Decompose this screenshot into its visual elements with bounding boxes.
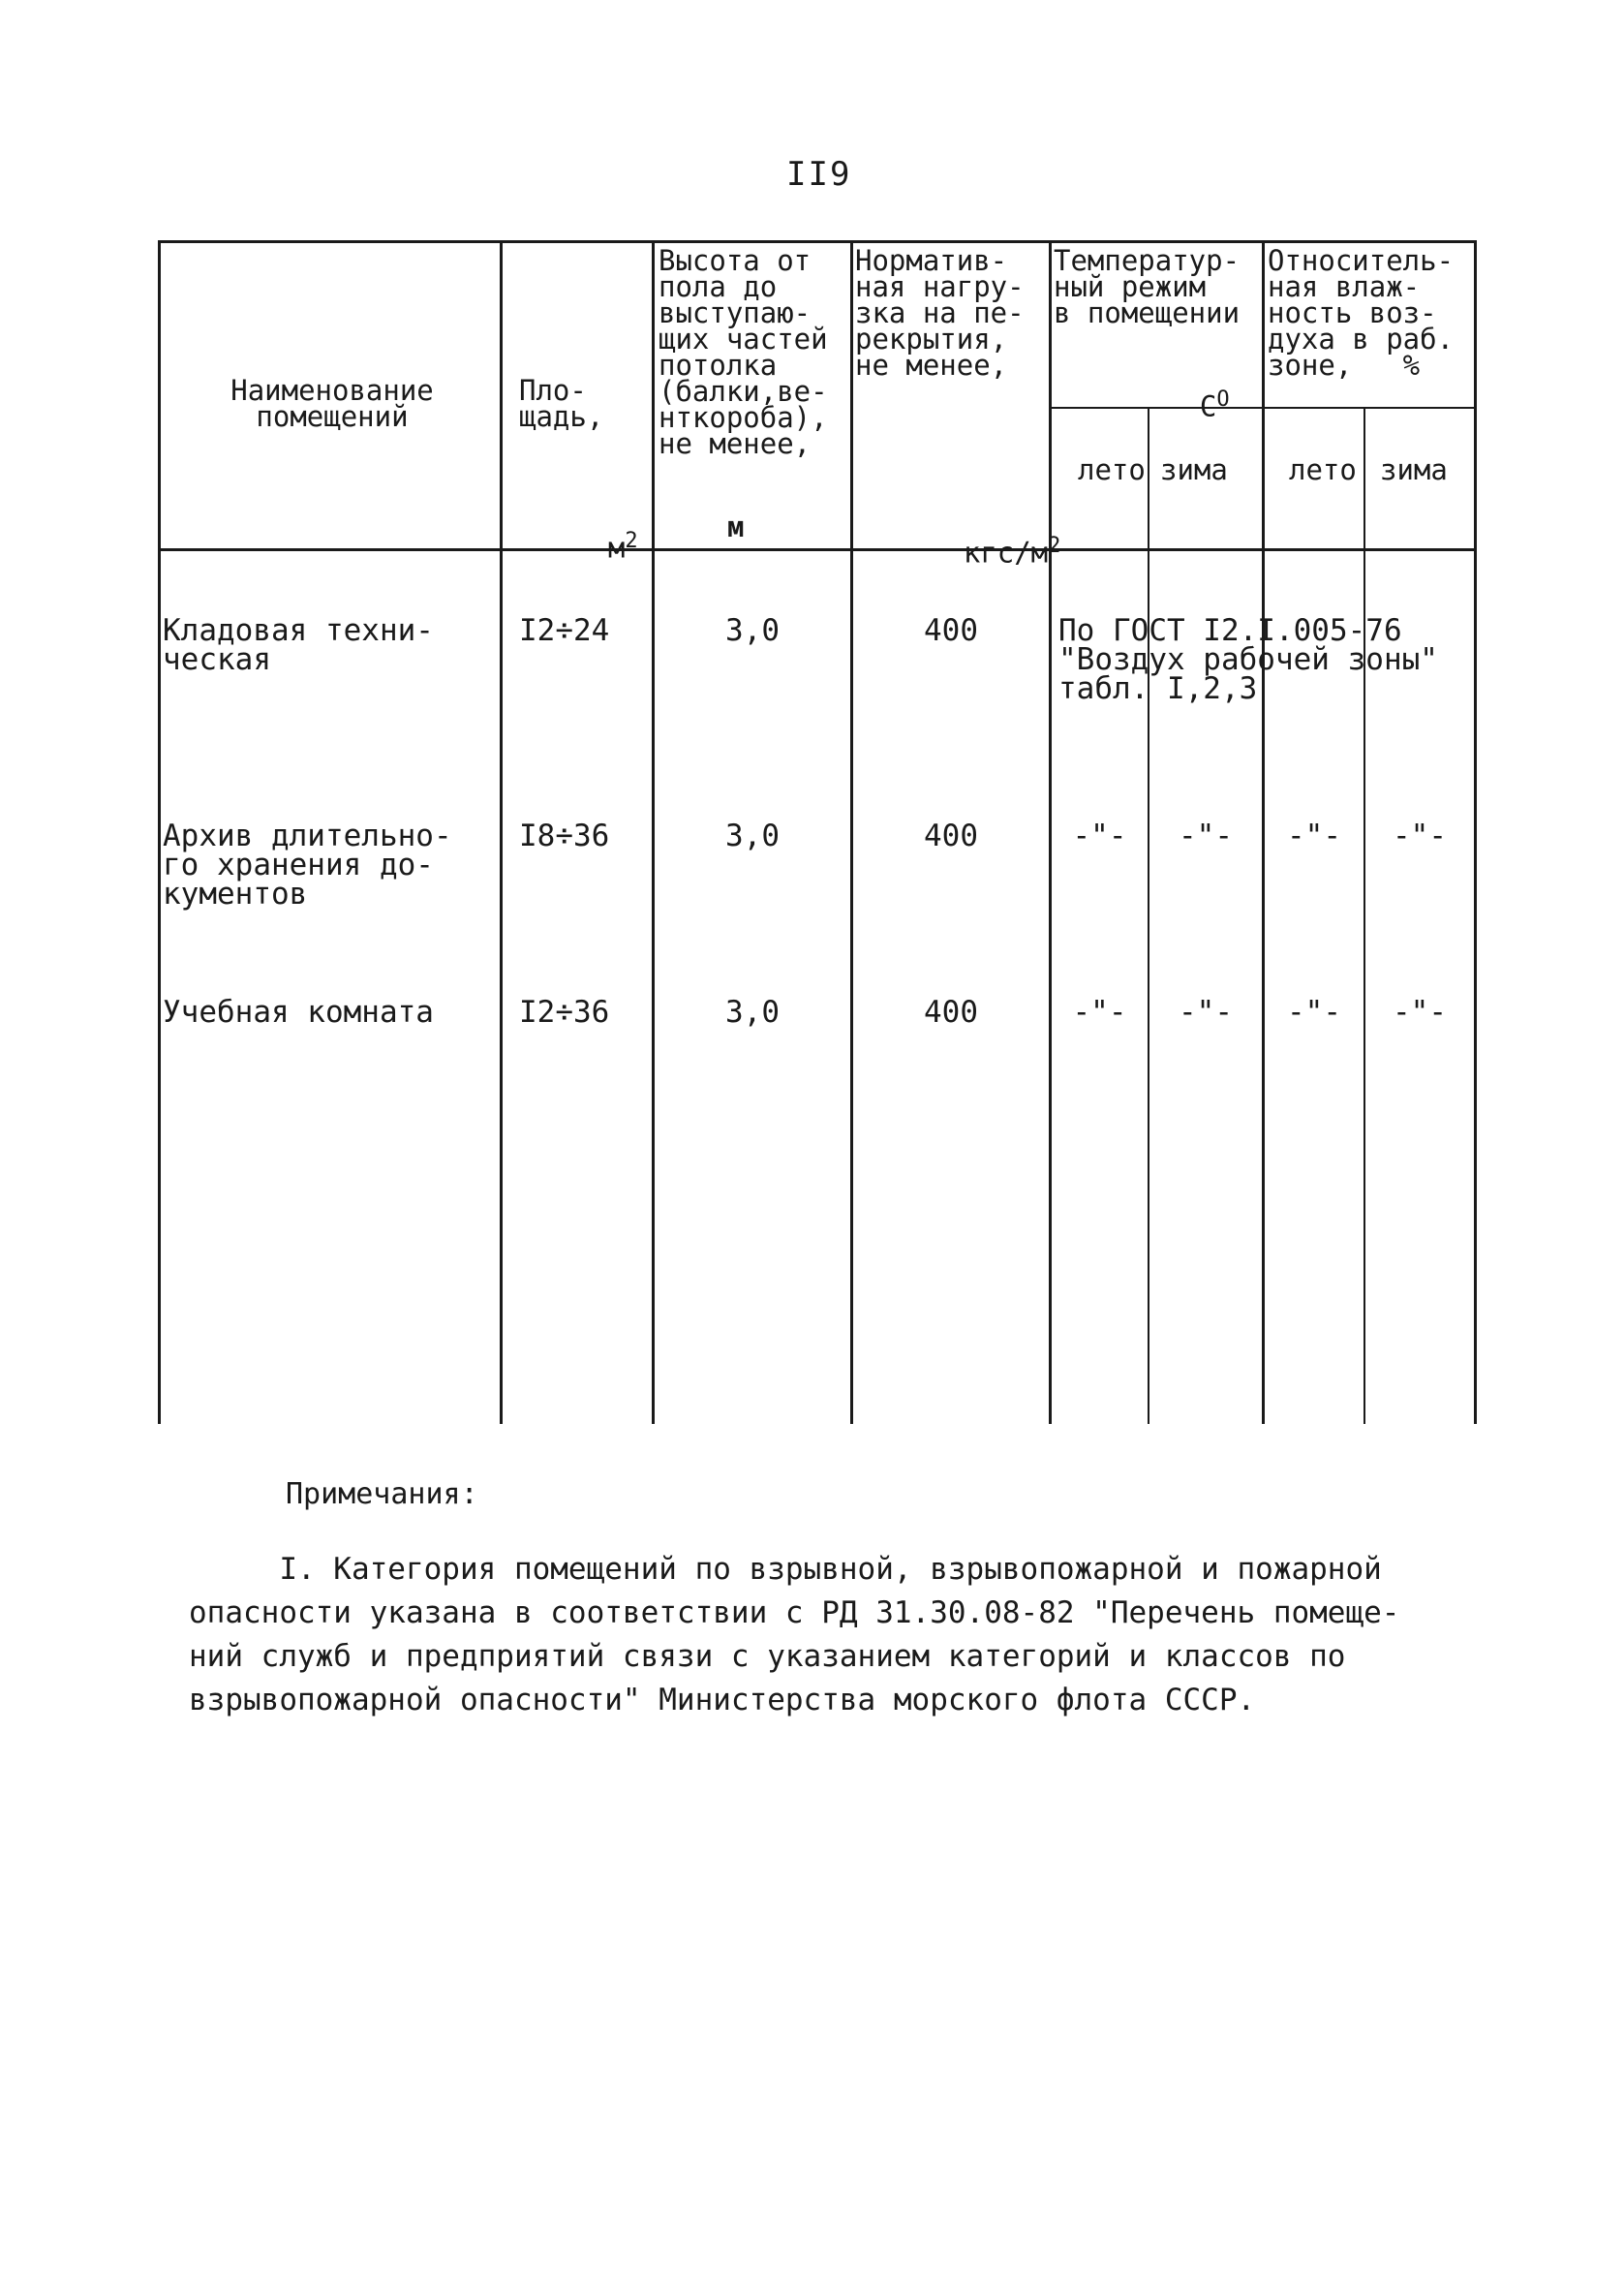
row-2-load: 400 [924,819,978,853]
header-height: Высота от пола до выступаю- щих частей потолка (балки,ве- нткороба), не менее, [659,244,828,460]
col-divider-humidity-sub [1364,407,1365,1424]
header-humidity: Относитель- ная влаж- ность воз- духа в раб. зоне, % [1268,244,1455,382]
header-winter-humidity: зима [1380,453,1448,486]
header-load: Норматив- ная нагру- зка на пе- рекрытия, не менее, [855,244,1025,382]
table-right-border [1474,240,1477,1424]
row-2-name: Архив длительно- го хранения до- кументов [163,819,452,912]
notes-section [189,1477,1486,1722]
header-summer-humidity: лето [1289,453,1357,486]
row-3-load: 400 [924,995,978,1030]
header-load-unit [896,507,1060,593]
row-2-winter-humidity: -"- [1393,819,1447,853]
notes-title: Примечания: [286,1477,478,1511]
header-height-unit: м [727,510,745,543]
row-1-height: 3,0 [725,613,780,648]
row-2-winter: -"- [1179,819,1233,853]
row-3-height: 3,0 [725,995,780,1030]
row-3-winter-humidity: -"- [1393,995,1447,1030]
row-1-spanning-note: По ГОСТ I2.I.005-76 "Воздух рабочей зоны" табл. I,2,3 [1058,613,1438,706]
note-item-1: I. Категория помещений по взрывной, взрывопожарной и пожарной опасности указана в соответствии с РД 31.30.08-82 "Перечень помеще- ний служб и предприятий связи с указанием категорий и классов по взрывопожарной опасности" Министерства морского флота СССР. [189,1552,1400,1717]
row-2-summer-humidity: -"- [1287,819,1341,853]
row-2-area: I8÷36 [519,819,610,853]
row-1-load: 400 [924,613,978,648]
load-unit-text: кгс/м [963,536,1049,570]
col-divider-area [500,240,503,1424]
row-2-summer: -"- [1072,819,1127,853]
row-1-name: Кладовая техни- ческая [163,613,434,677]
header-bottom-rule [158,548,1477,551]
header-name: Наименование помещений [230,374,434,433]
header-temp-unit [1132,360,1230,447]
row-3-summer-humidity: -"- [1287,995,1341,1030]
header-summer: лето [1078,453,1146,486]
temp-unit-text: С [1199,389,1217,423]
row-2-height: 3,0 [725,819,780,853]
header-temp: Температур- ный режим в помещении [1054,244,1241,329]
header-area: Пло- щадь, [519,374,604,433]
row-3-area: I2÷36 [519,995,610,1030]
table-left-border [158,240,161,1424]
temp-unit-sup: О [1216,387,1230,412]
row-3-name: Учебная комната [163,995,434,1030]
header-winter: зима [1160,453,1228,486]
area-unit-sup: 2 [625,529,638,553]
rooms-table [158,240,1477,1424]
table-top-border [158,240,1477,243]
row-3-summer: -"- [1072,995,1127,1030]
load-unit-sup: 2 [1048,534,1061,558]
header-area-unit [540,502,638,588]
area-unit-text: м [607,531,626,565]
col-divider-temp-sub [1148,407,1149,1424]
row-1-area: I2÷24 [519,613,610,648]
row-3-winter: -"- [1179,995,1233,1030]
page-number: II9 [786,155,852,194]
